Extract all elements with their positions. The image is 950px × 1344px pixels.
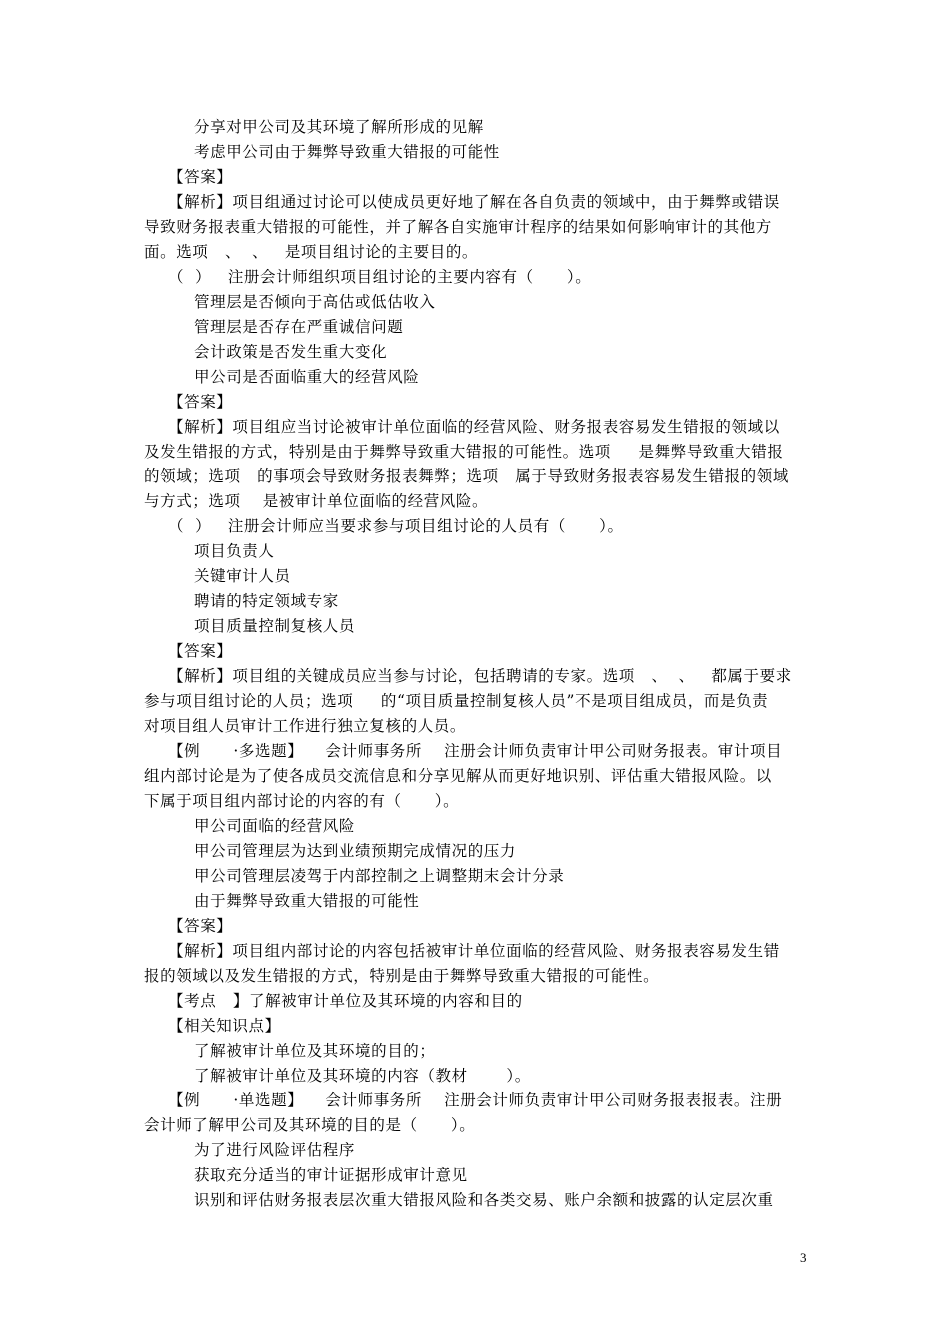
text-line: 【解析】项目组应当讨论被审计单位面临的经营风险、财务报表容易发生错报的领域以: [168, 417, 780, 436]
text-line: 【答案】: [168, 392, 233, 411]
text-line: 项目质量控制复核人员: [194, 617, 356, 636]
text-line: 了解被审计单位及其环境的目的；: [194, 1041, 436, 1060]
text-line: 管理层是否倾向于高估或低估收入: [194, 292, 436, 311]
text-line: 识别和评估财务报表层次重大错报风险和各类交易、账户余额和披露的认定层次重: [194, 1191, 774, 1210]
text-line: 为了进行风险评估程序: [194, 1141, 356, 1160]
text-line: 获取充分适当的审计证据形成审计意见: [194, 1166, 468, 1185]
text-line: 参与项目组讨论的人员；选项 的“项目质量控制复核人员”不是项目组成员，而是负责: [144, 692, 769, 711]
text-line: 由于舞弊导致重大错报的可能性: [194, 891, 420, 910]
text-line: 【解析】项目组内部讨论的内容包括被审计单位面临的经营风险、财务报表容易发生错: [168, 941, 780, 960]
text-line: 组内部讨论是为了使各成员交流信息和分享见解从而更好地识别、评估重大错报风险。以: [144, 767, 772, 785]
text-line: （ ） 注册会计师组织项目组讨论的主要内容有（ ）。: [168, 267, 592, 286]
text-line: 面。选项 、 、 是项目组讨论的主要目的。: [144, 242, 479, 261]
text-line: 考虑甲公司由于舞弊导致重大错报的可能性: [194, 143, 500, 161]
text-line: 与方式；选项 是被审计单位面临的经营风险。: [144, 492, 489, 511]
text-line: 的领域；选项 的事项会导致财务报表舞弊；选项 属于导致财务报表容易发生错报的领域: [144, 467, 789, 486]
text-line: 【解析】项目组的关键成员应当参与讨论，包括聘请的专家。选项 、 、 都属于要求: [168, 667, 792, 686]
text-line: 甲公司面临的经营风险: [194, 816, 356, 835]
text-line: 【答案】: [168, 167, 233, 186]
text-line: 导致财务报表重大错报的可能性，并了解各自实施审计程序的结果如何影响审计的其他方: [144, 217, 772, 236]
text-line: 聘请的特定领域专家: [194, 592, 339, 611]
text-line: 会计政策是否发生重大变化: [194, 342, 388, 361]
text-line: 【考点 】了解被审计单位及其环境的内容和目的: [168, 991, 523, 1010]
text-line: 【解析】项目组通过讨论可以使成员更好地了解在各自负责的领域中，由于舞弊或错误: [168, 192, 780, 211]
text-line: 下属于项目组内部讨论的内容的有（ ）。: [144, 791, 460, 810]
page-number: 3: [800, 1250, 807, 1265]
text-line: 项目负责人: [194, 542, 275, 561]
text-line: 甲公司管理层为达到业绩预期完成情况的压力: [194, 841, 517, 860]
text-line: 会计师了解甲公司及其环境的目的是（ ）。: [144, 1116, 476, 1135]
text-line: 【答案】: [168, 642, 233, 661]
text-line: 【答案】: [168, 916, 233, 935]
text-line: 报的领域以及发生错报的方式，特别是由于舞弊导致重大错报的可能性。: [144, 966, 660, 985]
text-line: 了解被审计单位及其环境的内容（教材 ）。: [194, 1066, 531, 1085]
text-line: 对项目组人员审计工作进行独立复核的人员。: [144, 717, 467, 735]
text-line: 及发生错报的方式，特别是由于舞弊导致重大错报的可能性。选项 是舞弊导致重大错报: [144, 442, 784, 461]
text-line: 关键审计人员: [194, 567, 291, 586]
text-line: 甲公司管理层凌驾于内部控制之上调整期末会计分录: [194, 866, 565, 885]
text-line: （ ） 注册会计师应当要求参与项目组讨论的人员有（ ）。: [168, 517, 624, 536]
text-line: 管理层是否存在严重诚信问题: [194, 317, 404, 336]
text-line: 【例 ·单选题】 会计师事务所 注册会计师负责审计甲公司财务报表报表。注册: [168, 1091, 783, 1110]
text-line: 【例 ·多选题】 会计师事务所 注册会计师负责审计甲公司财务报表。审计项目: [168, 742, 783, 760]
text-line: 甲公司是否面临重大的经营风险: [194, 367, 420, 386]
text-line: 【相关知识点】: [168, 1016, 281, 1035]
text-line: 分享对甲公司及其环境了解所形成的见解: [194, 118, 484, 136]
